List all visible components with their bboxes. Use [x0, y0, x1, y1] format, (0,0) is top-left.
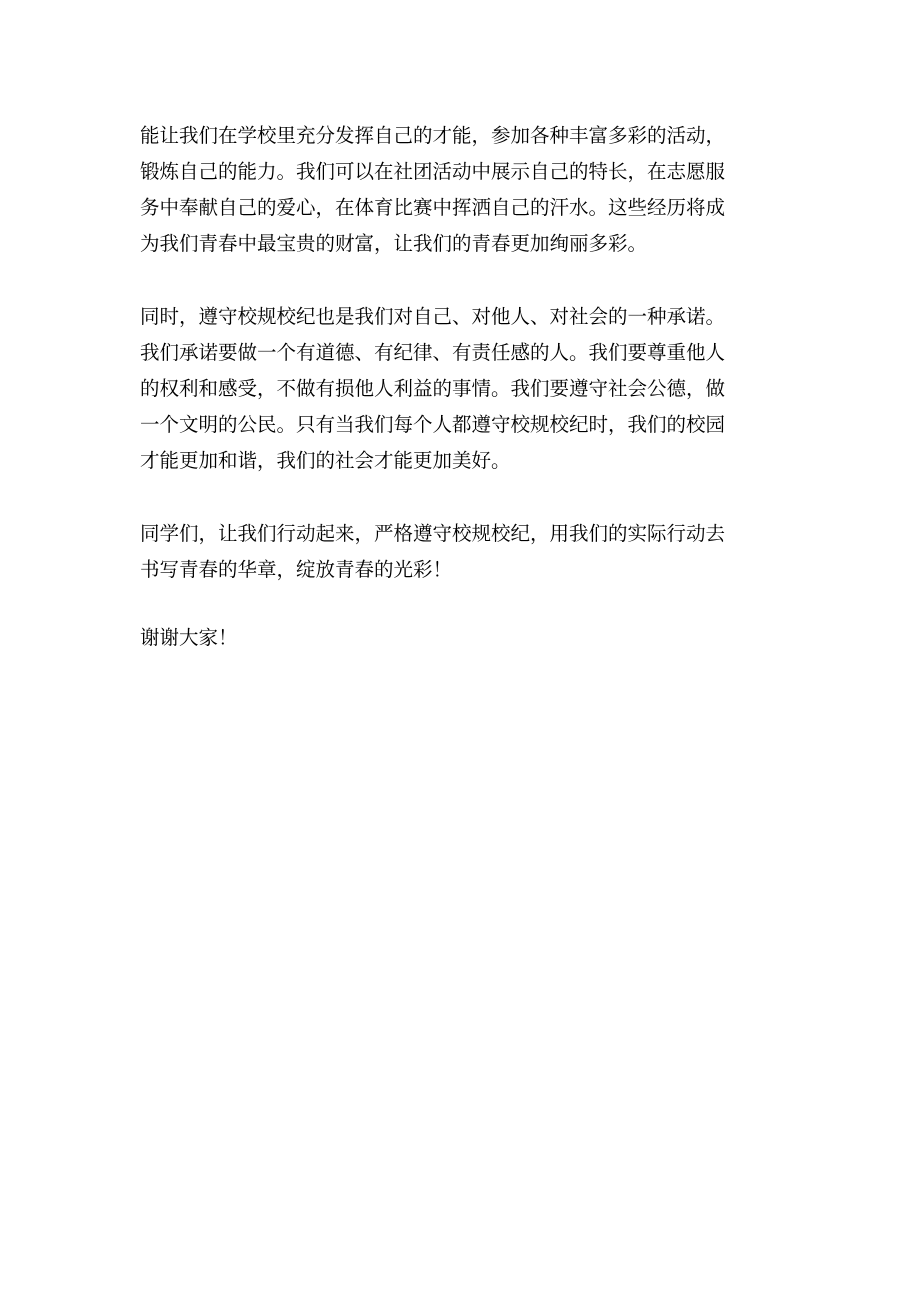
text-line: 谢谢大家！: [140, 626, 238, 649]
text-line: 一个文明的公民。只有当我们每个人都遵守校规校纪时，我们的校园: [140, 413, 726, 436]
paragraph-closing: [140, 620, 805, 656]
text-line: 同时，遵守校规校纪也是我们对自己、对他人、对社会的一种承诺。: [140, 305, 726, 328]
text-line: 的权利和感受，不做有损他人利益的事情。我们要遵守社会公德，做: [140, 377, 726, 400]
text-line: 我们承诺要做一个有道德、有纪律、有责任感的人。我们要尊重他人: [140, 341, 726, 364]
text-line: 才能更加和谐，我们的社会才能更加美好。: [140, 449, 511, 472]
paragraph-2: [140, 299, 805, 479]
paragraph-1: [140, 118, 805, 262]
paragraph-3: [140, 516, 805, 588]
paragraph-spacer: [140, 479, 805, 516]
paragraph-spacer: [140, 262, 805, 299]
document-body: [140, 118, 805, 656]
text-line: 锻炼自己的能力。我们可以在社团活动中展示自己的特长，在志愿服: [140, 160, 726, 183]
paragraph-spacer: [140, 588, 805, 620]
text-line: 为我们青春中最宝贵的财富，让我们的青春更加绚丽多彩。: [140, 232, 648, 255]
text-line: 能让我们在学校里充分发挥自己的才能，参加各种丰富多彩的活动，: [140, 124, 726, 147]
text-line: 书写青春的华章，绽放青春的光彩！: [140, 558, 453, 581]
text-line: 同学们，让我们行动起来，严格遵守校规校纪，用我们的实际行动去: [140, 522, 726, 545]
text-line: 务中奉献自己的爱心，在体育比赛中挥洒自己的汗水。这些经历将成: [140, 196, 726, 219]
